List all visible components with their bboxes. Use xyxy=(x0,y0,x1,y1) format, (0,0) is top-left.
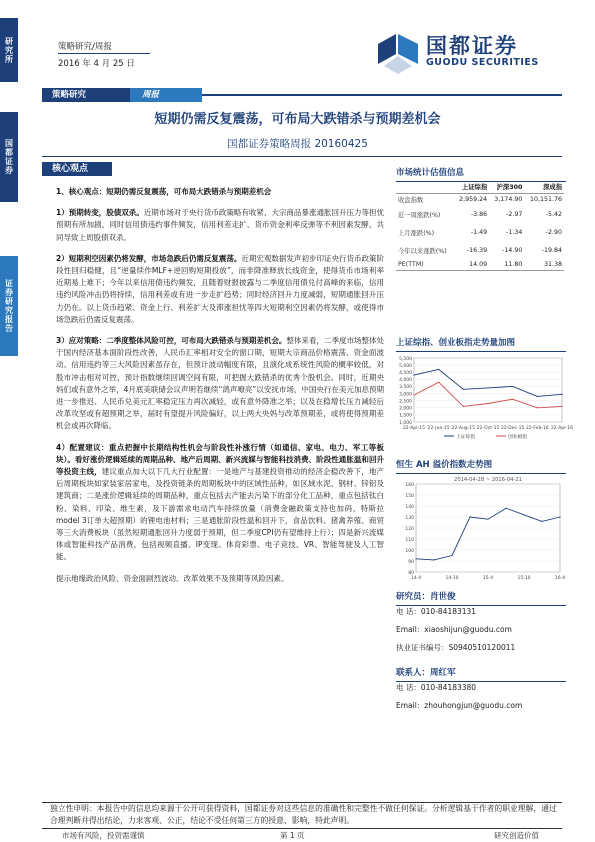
data-point xyxy=(451,555,452,556)
report-subtitle: 国都证券策略周报 20160425 xyxy=(227,138,368,150)
analyst1-phone: 电 话：010-84183131 xyxy=(396,607,477,616)
cell: -5.42 xyxy=(545,210,562,218)
header-rule xyxy=(58,53,150,54)
para-core-text: 1、核心观点：短期仍需反复震荡，可布局大跌错杀与预期差机会 xyxy=(56,187,272,196)
x-tick-label: 15-10 xyxy=(517,576,531,581)
para-1 xyxy=(56,207,384,244)
plot-frame xyxy=(414,358,562,422)
y-tick-label: 5,000 xyxy=(399,363,412,369)
cell: 3,174.90 xyxy=(494,196,523,203)
data-point xyxy=(537,396,538,397)
para-2-text: 近期宏观数据发声初步印证央行货币政策阶段性回归稳健，且“逆量续作MLF+逆回购短期投放”，而非降准释放长线资金，使得货币市场利率近期易上难下；今年以来信用债违约频发，且随着财报披露与二季度信用债兑付高峰的来临，信用违约风险冲击仍将持续，信用利差或有进一步走扩趋势；同时经济回升力度减弱，短期通胀回升压力仍在。以上货币趋紧、资金上行、利差扩大及滞涨担忧等四大短期利空因素仍将发酵，或使得市场急跌后仍需反复震荡。 xyxy=(56,253,385,324)
main-body xyxy=(56,186,384,594)
cell: -3.86 xyxy=(470,210,488,218)
y-tick-label: 4,500 xyxy=(399,371,412,377)
cell: 2,959.24 xyxy=(459,196,488,203)
data-point xyxy=(487,403,488,404)
x-tick-label: 22-Apr-16 xyxy=(550,426,574,431)
analyst1-email: Email：xiaoshijun@guodu.com xyxy=(396,625,512,634)
data-point xyxy=(541,521,542,522)
row-label: 收盘指数 xyxy=(398,197,424,204)
data-point xyxy=(561,394,562,395)
top-bar-rule xyxy=(202,94,562,96)
footer-page: 第 1 页 xyxy=(280,831,305,840)
top-bar xyxy=(42,88,562,102)
y-tick-label: 2,500 xyxy=(399,399,412,405)
chart1-header xyxy=(396,336,566,352)
y-tick-label: 1,000 xyxy=(399,420,412,426)
report-title: 短期仍需反复震荡，可布局大跌错杀与预期差机会 xyxy=(154,112,441,127)
data-point xyxy=(438,369,439,370)
table-row xyxy=(396,223,564,241)
cell: -16.39 xyxy=(466,246,488,254)
x-tick-label: 14-4 xyxy=(410,576,422,581)
data-point xyxy=(433,559,434,560)
para-3-text: 整体来看，二季度市场整体处于国内经济基本面阶段性改善，人民币汇率相对安全的窗口期，短期大宗商品价格震荡、资金面波动、信用违约等三大风险因素虽存在，但预计波动幅度有限，且演化成系统性风险的概率较低，对股市冲击相对可控，预计指数继续回调空间有限，可把握大跌错杀的优秀个股机会。同时，近期央妈们或有意外之举，4月底美联储会议声明若继续“鸽声嘹亮”以安抚市场，中国央行在美元加息预期进一步推迟、人民币兑美元汇率稳定压力再次减轻，或有意外降准之举；以及在稳增长压力减轻后改革攻坚或有超预期之举，届时有望提升风险偏好，以上两大央妈与改革预期差，或将使得预期差机会或再次降临。 xyxy=(56,336,384,431)
chart-subtitle: 2014-04-28 ~ 2016-04-21 xyxy=(454,477,522,483)
y-tick-label: 110 xyxy=(405,537,414,543)
analyst2-name: 联系人：周红军 xyxy=(396,668,456,678)
para-4-text: 建议重点加大以下几大行业配置：一是地产与基建投资推动的经济企稳改善下，地产后周期板块如家装家居家电，及投资链条的周期板块中的区域性品种，如区域水泥、钢材、锌铝及建筑商；二是涨价逻辑延续的周期品种，重点包括去产能去污染下的部分化工品种，重点包括钛白粉、染料、印染、维生素，及下游需求电动汽车持续放量（消费金融政策支持也加码、特斯拉model 3订单大超预期）的锂电池材料；三是通胀阶段性温和回升下，食品饮料、猪禽养殖、商贸等三大消费板块（虽然短期通胀回升力度弱于预期，但二季度CPI仍有望维持上行）；四是新兴流媒体或智能科技产品消费，包括视频直播、IP变现、体育彩票、电子竞技、VR、智能驾驶及人工智能。 xyxy=(56,467,385,562)
footer-right: 研究创造价值 xyxy=(494,831,539,840)
legend-label: 上证综指 xyxy=(456,434,476,440)
core-view-tag: 核心观点 xyxy=(42,162,112,176)
report-date: 2016 年 4 月 25 日 xyxy=(58,59,135,69)
analyst2-email: Email：zhouhongjun@guodu.com xyxy=(396,701,523,710)
x-tick-label: 15-4 xyxy=(482,576,494,581)
data-point xyxy=(559,516,560,517)
y-tick-label: 90 xyxy=(408,559,414,565)
data-point xyxy=(487,387,488,388)
data-point xyxy=(438,382,439,383)
y-tick-label: 4,000 xyxy=(399,378,412,384)
cell: -19.84 xyxy=(541,246,562,254)
cell: 10,151.76 xyxy=(529,196,562,203)
para-3 xyxy=(56,335,384,433)
row-label: 今年以来涨跌(%) xyxy=(398,247,447,255)
disclaimer: 独立性申明：本报告中的信息均来源于公开可获得资料，国都证券对这些信息的准确性和完整性不做任何保证。分析逻辑基于作者的职业理解，通过合理判断并得出结论，力求客观、公正，结论不受任何第三方的授意、影响，特此声明。 xyxy=(50,804,557,825)
data-point xyxy=(512,386,513,387)
cell: 31.38 xyxy=(524,259,564,270)
data-point xyxy=(487,519,488,520)
y-tick-label: 2,000 xyxy=(399,406,412,412)
para-4-heading: 4）配置建议：重点把握中长期结构性机会与阶段性补涨行情（如通信、家电、电力、军工等板块）。看好涨价逻辑延续的周期品种、地产后周期、新兴流媒与智能科技消费、阶段性通胀温和回升等投资主线， xyxy=(56,442,384,477)
x-tick-label: 22-Dec-15 xyxy=(500,426,525,431)
data-point xyxy=(561,406,562,407)
tag-strategy: 策略研究 xyxy=(42,88,130,102)
legend-label: 创业板指 xyxy=(508,434,528,440)
cell: 14.09 xyxy=(454,259,489,270)
table-header: 深成指 xyxy=(524,180,564,194)
cell: 11.80 xyxy=(489,259,524,270)
title-rule xyxy=(42,156,562,157)
para-5 xyxy=(56,573,384,585)
disclaimer-rule-bottom xyxy=(42,828,562,829)
para-core xyxy=(56,186,384,198)
report-category: 策略研究/周报 xyxy=(58,42,112,52)
cell: -2.97 xyxy=(506,210,523,218)
table-header: 上证综指 xyxy=(454,180,489,194)
analyst2-header xyxy=(396,666,566,682)
para-2 xyxy=(56,253,384,326)
ah-premium-chart xyxy=(396,470,566,590)
market-stats-table xyxy=(396,180,564,271)
chart1-title: 上证综指、创业板指走势量加图 xyxy=(396,338,516,348)
data-point xyxy=(523,514,524,515)
y-tick-label: 100 xyxy=(405,548,414,554)
index-trend-chart xyxy=(396,352,574,448)
band-research: 研究所 xyxy=(0,18,18,82)
table-row xyxy=(396,241,564,259)
data-point xyxy=(415,558,416,559)
band-company: 国都证券 xyxy=(0,112,18,202)
analyst1-name: 研究员：肖世俊 xyxy=(396,592,456,602)
data-point xyxy=(469,516,470,517)
y-tick-label: 120 xyxy=(405,526,414,532)
data-point xyxy=(413,374,414,375)
y-tick-label: 1,500 xyxy=(399,413,412,419)
para-2-heading: 2）短期利空因素仍将发酵，市场急跌后仍需反复震荡。 xyxy=(56,253,242,263)
y-tick-label: 130 xyxy=(405,515,414,521)
cell: -1.34 xyxy=(506,228,523,236)
table-header: 沪深300 xyxy=(489,180,524,194)
x-tick-label: 14-10 xyxy=(445,576,459,581)
y-tick-label: 80 xyxy=(408,570,414,576)
analyst2-phone: 电 话：010-84183380 xyxy=(396,683,477,692)
data-point xyxy=(463,389,464,390)
logo-mark-icon xyxy=(374,30,422,74)
cell: -2.90 xyxy=(545,228,562,236)
row-label: 近一周涨跌(%) xyxy=(398,211,441,219)
x-tick-label: 22-Apr-15 xyxy=(402,426,426,431)
y-tick-label: 3,000 xyxy=(399,392,412,398)
table-header-row xyxy=(396,180,564,194)
band-report: 证券研究报告 xyxy=(0,256,18,356)
table-row xyxy=(396,194,564,206)
para-1-text: 近期市场对于央行货币政策略有收紧、大宗商品暴涨通胀回升压力等担忧预期有所加剧，同时信用债违约事件频发，信用利差走扩、货币资金利率反弹等不利因素发酵，共同导致上周股债双杀。 xyxy=(56,208,384,242)
series-line xyxy=(416,508,560,560)
para-3-heading: 3）应对策略：二季度整体风险可控，可布局大跌错杀与预期差机会。 xyxy=(56,336,287,346)
para-5-text: 提示地缘政治风险、资金面剧烈波动、改革效果不及预期等风险因素。 xyxy=(56,573,289,583)
row-label: PE(TTM) xyxy=(396,259,454,270)
data-point xyxy=(512,399,513,400)
x-tick-label: 22-Oct-15 xyxy=(476,426,500,431)
logo-text-cn: 国都证券 xyxy=(426,34,518,58)
analyst1-cert: 执业证书编号：S0940510120011 xyxy=(396,643,516,652)
market-stats-title: 市场统计估值信息 xyxy=(396,168,465,178)
data-point xyxy=(505,508,506,509)
company-logo xyxy=(374,30,549,74)
x-tick-label: 16-4 xyxy=(554,576,566,581)
x-tick-label: 22-Aug-15 xyxy=(451,426,476,431)
y-tick-label: 3,500 xyxy=(399,385,412,391)
x-tick-label: 22-Jun-15 xyxy=(427,426,450,431)
series-line xyxy=(414,369,562,396)
logo-text-en: GUODU SECURITIES xyxy=(426,57,539,68)
cell: -14.90 xyxy=(502,246,523,254)
tag-weekly: 周报 xyxy=(130,88,202,102)
cell: -1.49 xyxy=(470,228,488,236)
para-4 xyxy=(56,442,384,564)
y-tick-label: 160 xyxy=(405,482,414,488)
table-row xyxy=(396,259,564,270)
y-tick-label: 5,500 xyxy=(399,356,412,362)
data-point xyxy=(413,394,414,395)
table-header xyxy=(396,180,454,194)
y-tick-label: 140 xyxy=(405,504,414,510)
footer-left: 市场有风险，投资需谨慎 xyxy=(62,831,145,840)
x-tick-label: 22-Feb-16 xyxy=(525,426,549,431)
analyst1-header xyxy=(396,590,566,606)
row-label: 上月涨跌(%) xyxy=(398,229,435,237)
data-point xyxy=(463,406,464,407)
para-1-heading: 1）预期转变，股债双杀。 xyxy=(56,208,144,218)
data-point xyxy=(537,407,538,408)
table-row xyxy=(396,205,564,223)
y-tick-label: 150 xyxy=(405,493,414,499)
chart2-title: 恒生 AH 溢价指数走势图 xyxy=(396,460,493,470)
